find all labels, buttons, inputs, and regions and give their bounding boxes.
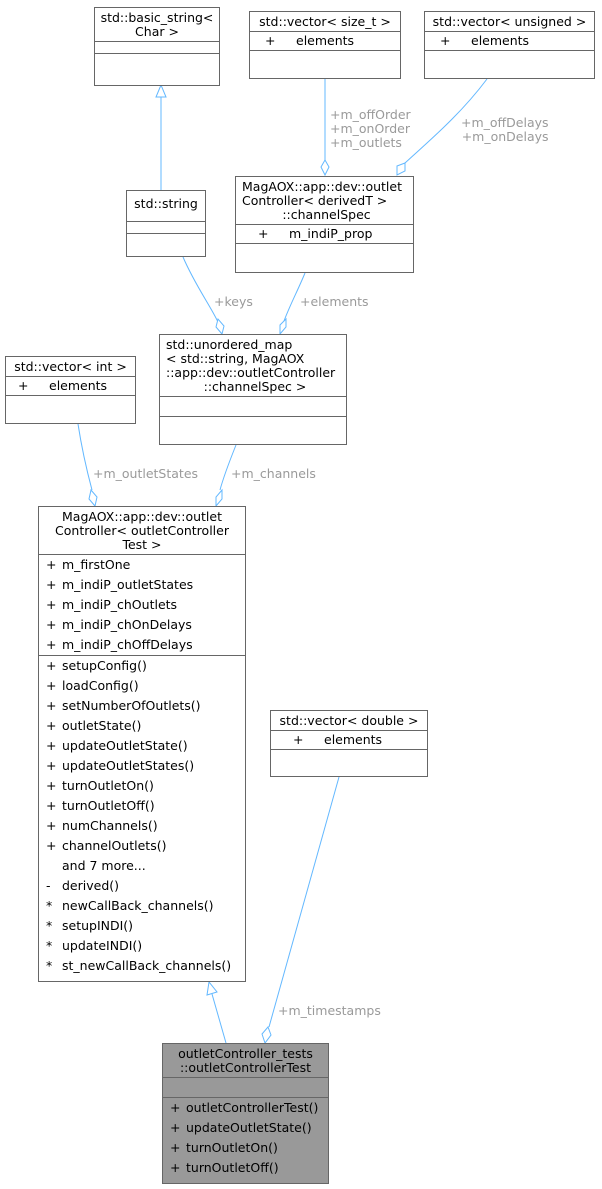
attribute-row xyxy=(39,575,245,595)
methods-section xyxy=(39,655,245,976)
aggregation-diamond xyxy=(262,1027,271,1043)
aggregation-diamond xyxy=(280,319,286,334)
edge-string-to-map xyxy=(183,257,218,322)
title-line: MagAOX::app::dev::outlet xyxy=(62,509,222,524)
visibility: + xyxy=(46,798,57,813)
method-row xyxy=(39,856,245,876)
edge-int-to-controller xyxy=(78,424,92,490)
attribute-name: elements xyxy=(324,732,383,747)
attribute-name: m_indiP_chOnDelays xyxy=(62,617,192,632)
class-vector-unsigned[interactable] xyxy=(424,11,595,79)
edge-label-line: +m_outletStates xyxy=(93,466,199,481)
methods-section xyxy=(236,243,413,255)
method-row xyxy=(39,696,245,716)
aggregation-diamond xyxy=(216,319,224,334)
visibility: + xyxy=(293,732,304,747)
method-name: setupINDI() xyxy=(62,918,134,933)
attributes-section xyxy=(160,396,346,416)
visibility: + xyxy=(265,33,276,48)
class-std-string[interactable] xyxy=(126,190,206,257)
method-name: turnOutletOff() xyxy=(62,798,155,813)
visibility: + xyxy=(440,33,451,48)
method-name: turnOutletOff() xyxy=(186,1160,279,1175)
method-row xyxy=(39,676,245,696)
edge-label-line: +keys xyxy=(214,294,253,309)
class-title xyxy=(160,335,346,396)
attribute-row xyxy=(39,595,245,615)
method-name: outletControllerTest() xyxy=(186,1100,319,1115)
attribute-row xyxy=(6,377,135,395)
attribute-name: m_indiP_outletStates xyxy=(62,577,194,592)
edge-label-line: +m_offDelays xyxy=(461,115,549,130)
method-name: channelOutlets() xyxy=(62,838,167,853)
class-title xyxy=(39,507,245,554)
edge-label-keys xyxy=(214,295,253,309)
attribute-row xyxy=(236,225,413,243)
attribute-row xyxy=(425,32,594,50)
title-line: ::channelSpec xyxy=(282,207,371,222)
attribute-name: elements xyxy=(296,33,355,48)
class-title xyxy=(95,8,219,41)
methods-section xyxy=(163,1097,328,1178)
title-line: ::app::dev::outletController xyxy=(166,365,336,380)
title-line: std::vector< double > xyxy=(279,713,419,728)
attribute-name: m_indiP_prop xyxy=(289,226,373,241)
attributes-section xyxy=(163,1077,328,1097)
attributes-section xyxy=(425,31,594,50)
title-line: std::vector< size_t > xyxy=(259,14,391,29)
class-channel-spec[interactable] xyxy=(235,176,414,273)
method-row xyxy=(163,1138,328,1158)
method-name: derived() xyxy=(62,878,120,893)
method-row xyxy=(39,936,245,956)
attribute-row xyxy=(271,731,427,749)
inheritance-arrowhead xyxy=(207,982,217,995)
visibility: * xyxy=(46,898,53,913)
method-row xyxy=(163,1118,328,1138)
method-row xyxy=(39,916,245,936)
class-title xyxy=(250,12,400,31)
attribute-row xyxy=(39,635,245,655)
visibility: * xyxy=(46,938,53,953)
visibility: + xyxy=(46,678,57,693)
methods-section xyxy=(127,233,205,245)
visibility: * xyxy=(46,918,53,933)
edge-label-line: +m_channels xyxy=(231,466,316,481)
attributes-section xyxy=(95,41,219,53)
edge-label-unsigned xyxy=(461,116,549,144)
title-line: Char > xyxy=(135,24,179,39)
attribute-row xyxy=(39,615,245,635)
method-row xyxy=(39,796,245,816)
methods-section xyxy=(95,53,219,65)
method-name: numChannels() xyxy=(62,818,158,833)
method-name: setNumberOfOutlets() xyxy=(62,698,201,713)
visibility: + xyxy=(46,718,57,733)
edge-label-line: +m_offOrder xyxy=(330,107,411,122)
method-row xyxy=(39,656,245,676)
attributes-section xyxy=(39,554,245,655)
method-name: st_newCallBack_channels() xyxy=(62,958,232,973)
attribute-name: m_indiP_chOutlets xyxy=(62,597,178,612)
method-name: and 7 more... xyxy=(62,858,146,873)
visibility: + xyxy=(258,226,269,241)
method-row xyxy=(39,816,245,836)
methods-section xyxy=(6,395,135,407)
method-name: updateOutletStates() xyxy=(62,758,195,773)
edge-label-line: +m_outlets xyxy=(330,135,402,150)
title-line: outletController_tests xyxy=(178,1046,313,1061)
class-basic-string[interactable] xyxy=(94,7,220,86)
title-line: std::basic_string< xyxy=(100,10,214,25)
edge-label-outlet-states xyxy=(93,467,198,481)
method-row xyxy=(163,1098,328,1118)
visibility: + xyxy=(46,577,57,592)
edge-label-timestamps xyxy=(278,1004,381,1018)
class-title xyxy=(163,1044,328,1077)
methods-section xyxy=(250,50,400,62)
visibility: + xyxy=(46,658,57,673)
aggregation-diamond xyxy=(321,160,329,175)
inheritance-arrowhead xyxy=(156,85,166,97)
method-name: turnOutletOn() xyxy=(62,778,154,793)
class-title xyxy=(271,711,427,730)
method-name: loadConfig() xyxy=(62,678,139,693)
attributes-section xyxy=(236,224,413,243)
attribute-row xyxy=(250,32,400,50)
edge-double-to-test xyxy=(269,777,339,1027)
aggregation-diamond xyxy=(216,490,222,506)
title-line: std::string xyxy=(134,196,198,211)
edge-label-channels xyxy=(231,467,316,481)
title-line: Controller< derivedT > xyxy=(242,193,388,208)
edge-label-line: +m_onOrder xyxy=(330,121,410,136)
class-outlet-controller-test[interactable] xyxy=(162,1043,329,1184)
attribute-name: m_firstOne xyxy=(62,557,131,572)
method-row xyxy=(39,896,245,916)
visibility: + xyxy=(46,778,57,793)
method-name: outletState() xyxy=(62,718,142,733)
method-row xyxy=(39,756,245,776)
attribute-name: elements xyxy=(471,33,530,48)
edge-label-line: +elements xyxy=(300,294,369,309)
visibility: - xyxy=(46,878,51,893)
title-line: < std::string, MagAOX xyxy=(166,351,305,366)
attributes-section xyxy=(127,221,205,233)
title-line: std::unordered_map xyxy=(166,337,293,352)
visibility: + xyxy=(46,758,57,773)
method-name: turnOutletOn() xyxy=(186,1140,278,1155)
method-name: updateINDI() xyxy=(62,938,143,953)
class-title xyxy=(425,12,594,31)
edge-label-line: +m_onDelays xyxy=(461,129,549,144)
title-line: std::vector< unsigned > xyxy=(432,14,587,29)
method-name: updateOutletState() xyxy=(186,1120,312,1135)
class-vector-size-t[interactable] xyxy=(249,11,401,79)
aggregation-diamond xyxy=(89,490,97,506)
edge-test-inherits-controller xyxy=(212,994,226,1043)
visibility: + xyxy=(46,838,57,853)
visibility: + xyxy=(18,378,29,393)
class-title xyxy=(127,191,205,213)
visibility: + xyxy=(170,1120,181,1135)
visibility: + xyxy=(170,1140,181,1155)
attribute-name: m_indiP_chOffDelays xyxy=(62,637,193,652)
methods-section xyxy=(425,50,594,62)
methods-section xyxy=(160,416,346,436)
class-unordered-map[interactable] xyxy=(159,334,347,445)
aggregation-diamond xyxy=(397,163,405,175)
class-title xyxy=(6,357,135,376)
method-row xyxy=(163,1158,328,1178)
attributes-section xyxy=(271,730,427,749)
methods-section xyxy=(271,749,427,761)
visibility: + xyxy=(46,557,57,572)
method-row xyxy=(39,776,245,796)
attributes-section xyxy=(6,376,135,395)
visibility: + xyxy=(46,617,57,632)
title-line: ::channelSpec > xyxy=(203,379,307,394)
title-line: Controller< outletController xyxy=(55,523,229,538)
edge-label-elements xyxy=(300,295,369,309)
title-line: MagAOX::app::dev::outlet xyxy=(242,179,402,194)
method-row xyxy=(39,736,245,756)
method-name: newCallBack_channels() xyxy=(62,898,214,913)
method-name: setupConfig() xyxy=(62,658,147,673)
visibility: + xyxy=(170,1100,181,1115)
class-title xyxy=(236,177,413,224)
attribute-name: elements xyxy=(49,378,108,393)
attributes-section xyxy=(250,31,400,50)
visibility: * xyxy=(46,958,53,973)
class-outlet-controller[interactable] xyxy=(38,506,246,982)
visibility: + xyxy=(46,818,57,833)
method-row xyxy=(39,836,245,856)
class-vector-int[interactable] xyxy=(5,356,136,424)
method-row xyxy=(39,956,245,976)
method-row xyxy=(39,876,245,896)
visibility: + xyxy=(46,738,57,753)
visibility: + xyxy=(46,698,57,713)
title-line: ::outletControllerTest xyxy=(179,1060,312,1075)
visibility: + xyxy=(46,597,57,612)
visibility: + xyxy=(170,1160,181,1175)
edge-label-size-t xyxy=(330,108,411,150)
visibility: + xyxy=(46,637,57,652)
title-line: Test > xyxy=(122,537,162,552)
class-vector-double[interactable] xyxy=(270,710,428,777)
title-line: std::vector< int > xyxy=(14,359,127,374)
method-row xyxy=(39,716,245,736)
method-name: updateOutletState() xyxy=(62,738,188,753)
attribute-row xyxy=(39,555,245,575)
edge-label-line: +m_timestamps xyxy=(278,1003,381,1018)
